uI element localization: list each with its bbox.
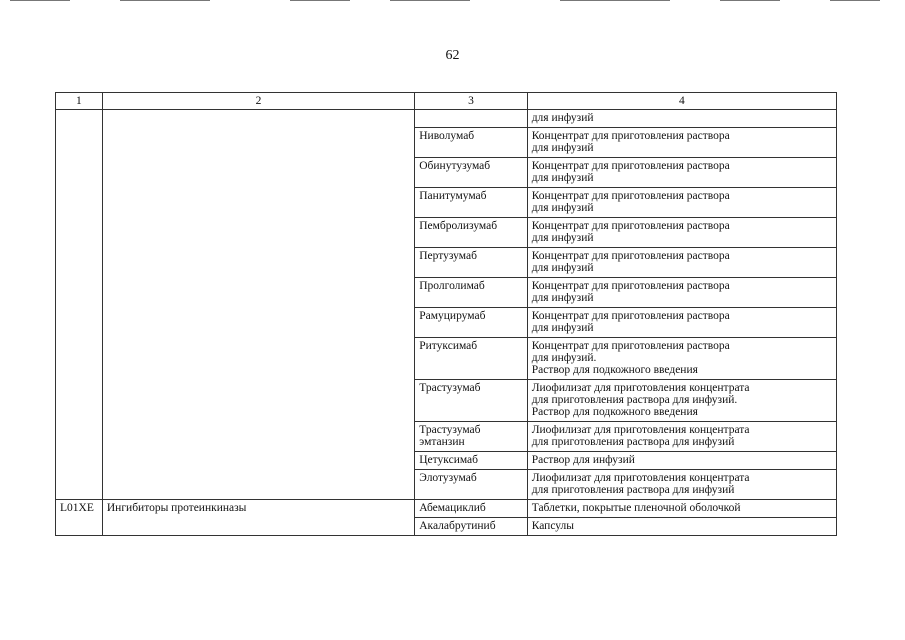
dosage-form-cell-line: Таблетки, покрытые пленочной оболочкой <box>531 502 741 514</box>
dosage-form-cell <box>527 218 836 248</box>
drug-name-cell-line: Обинутузумаб <box>419 160 491 172</box>
drug-name-cell <box>415 218 527 248</box>
drug-name-cell-line: Абемациклиб <box>419 502 486 514</box>
dosage-form-cell-line: для инфузий <box>531 322 594 334</box>
drug-name-cell-line: эмтанзин <box>419 436 465 448</box>
drug-name-cell-line: Панитумумаб <box>419 190 487 202</box>
dosage-form-cell-line: Раствор для инфузий <box>531 454 635 466</box>
dosage-form-cell <box>527 188 836 218</box>
atc-code-cell <box>56 110 103 500</box>
drug-name-cell <box>415 110 527 128</box>
dosage-form-cell-line: Раствор для подкожного введения <box>531 364 698 376</box>
dosage-form-cell-line: Капсулы <box>531 520 574 532</box>
header-col-2: 2 <box>102 93 414 110</box>
table-body <box>56 110 837 536</box>
dosage-form-cell-line: Концентрат для приготовления раствора <box>531 340 730 352</box>
drug-name-cell <box>415 470 527 500</box>
header-col-1: 1 <box>56 93 103 110</box>
drug-name-cell <box>415 380 527 422</box>
dosage-form-cell <box>527 338 836 380</box>
dosage-form-cell-line: для инфузий <box>531 172 594 184</box>
dosage-form-cell-line: для инфузий <box>531 112 594 124</box>
dosage-form-cell-line: Концентрат для приготовления раствора <box>531 130 730 142</box>
dosage-form-cell-line: Лиофилизат для приготовления концентрата <box>531 424 750 436</box>
dosage-form-cell-line: Концентрат для приготовления раствора <box>531 220 730 232</box>
dosage-form-cell-line: Концентрат для приготовления раствора <box>531 160 730 172</box>
drug-name-cell-line: Ритуксимаб <box>419 340 478 352</box>
dosage-form-cell-line: для инфузий <box>531 232 594 244</box>
dosage-form-cell-line: для приготовления раствора для инфузий. <box>531 394 738 406</box>
atc-code-cell: L01XE <box>56 500 103 536</box>
dosage-form-cell-line: Лиофилизат для приготовления концентрата <box>531 382 750 394</box>
drug-name-cell-line: Акалабрутиниб <box>419 520 496 532</box>
header-row <box>56 93 837 110</box>
dosage-form-cell <box>527 380 836 422</box>
drug-name-cell-line: Пертузумаб <box>419 250 477 262</box>
drug-name-cell-line: Пролголимаб <box>419 280 485 292</box>
dosage-form-cell-line: для инфузий <box>531 142 594 154</box>
medication-table <box>55 92 837 536</box>
drug-name-cell <box>415 500 527 518</box>
drug-name-cell-line: Трастузумаб <box>419 382 481 394</box>
dosage-form-cell <box>527 452 836 470</box>
page-number: 62 <box>445 48 460 63</box>
drug-name-cell-line: Цетуксимаб <box>419 454 478 466</box>
dosage-form-cell <box>527 500 836 518</box>
group-name-cell: Ингибиторы протеинкиназы <box>102 500 414 536</box>
header-col-4: 4 <box>527 93 836 110</box>
dosage-form-cell-line: Концентрат для приготовления раствора <box>531 310 730 322</box>
drug-name-cell <box>415 518 527 536</box>
drug-name-cell <box>415 338 527 380</box>
group-name-cell <box>102 110 414 500</box>
dosage-form-cell-line: Концентрат для приготовления раствора <box>531 280 730 292</box>
dosage-form-cell-line: Концентрат для приготовления раствора <box>531 250 730 262</box>
drug-name-cell <box>415 422 527 452</box>
dosage-form-cell <box>527 110 836 128</box>
drug-name-cell-line: Элотузумаб <box>419 472 477 484</box>
drug-name-cell <box>415 128 527 158</box>
drug-name-cell-line: Рамуцирумаб <box>419 310 486 322</box>
drug-name-cell-line: Ниволумаб <box>419 130 475 142</box>
dosage-form-cell-line: для приготовления раствора для инфузий <box>531 484 735 496</box>
table-row <box>56 110 837 128</box>
dosage-form-cell-line: для инфузий <box>531 202 594 214</box>
dosage-form-cell <box>527 308 836 338</box>
drug-name-cell <box>415 188 527 218</box>
dosage-form-cell-line: для инфузий <box>531 292 594 304</box>
dosage-form-cell <box>527 158 836 188</box>
drug-name-cell <box>415 158 527 188</box>
dosage-form-cell-line: Концентрат для приготовления раствора <box>531 190 730 202</box>
drug-name-cell-line: Трастузумаб <box>419 424 481 436</box>
dosage-form-cell <box>527 470 836 500</box>
dosage-form-cell-line: для инфузий. <box>531 352 597 364</box>
dosage-form-cell-line: Лиофилизат для приготовления концентрата <box>531 472 750 484</box>
drug-name-cell <box>415 248 527 278</box>
drug-name-cell <box>415 452 527 470</box>
drug-name-cell <box>415 278 527 308</box>
dosage-form-cell <box>527 128 836 158</box>
dosage-form-cell <box>527 248 836 278</box>
header-col-3: 3 <box>415 93 527 110</box>
drug-name-cell <box>415 308 527 338</box>
dosage-form-cell <box>527 518 836 536</box>
dosage-form-cell <box>527 422 836 452</box>
dosage-form-cell-line: для инфузий <box>531 262 594 274</box>
dosage-form-cell-line: Раствор для подкожного введения <box>531 406 698 418</box>
dosage-form-cell-line: для приготовления раствора для инфузий <box>531 436 735 448</box>
table-row <box>56 500 837 518</box>
dosage-form-cell <box>527 278 836 308</box>
drug-name-cell-line: Пембролизумаб <box>419 220 498 232</box>
